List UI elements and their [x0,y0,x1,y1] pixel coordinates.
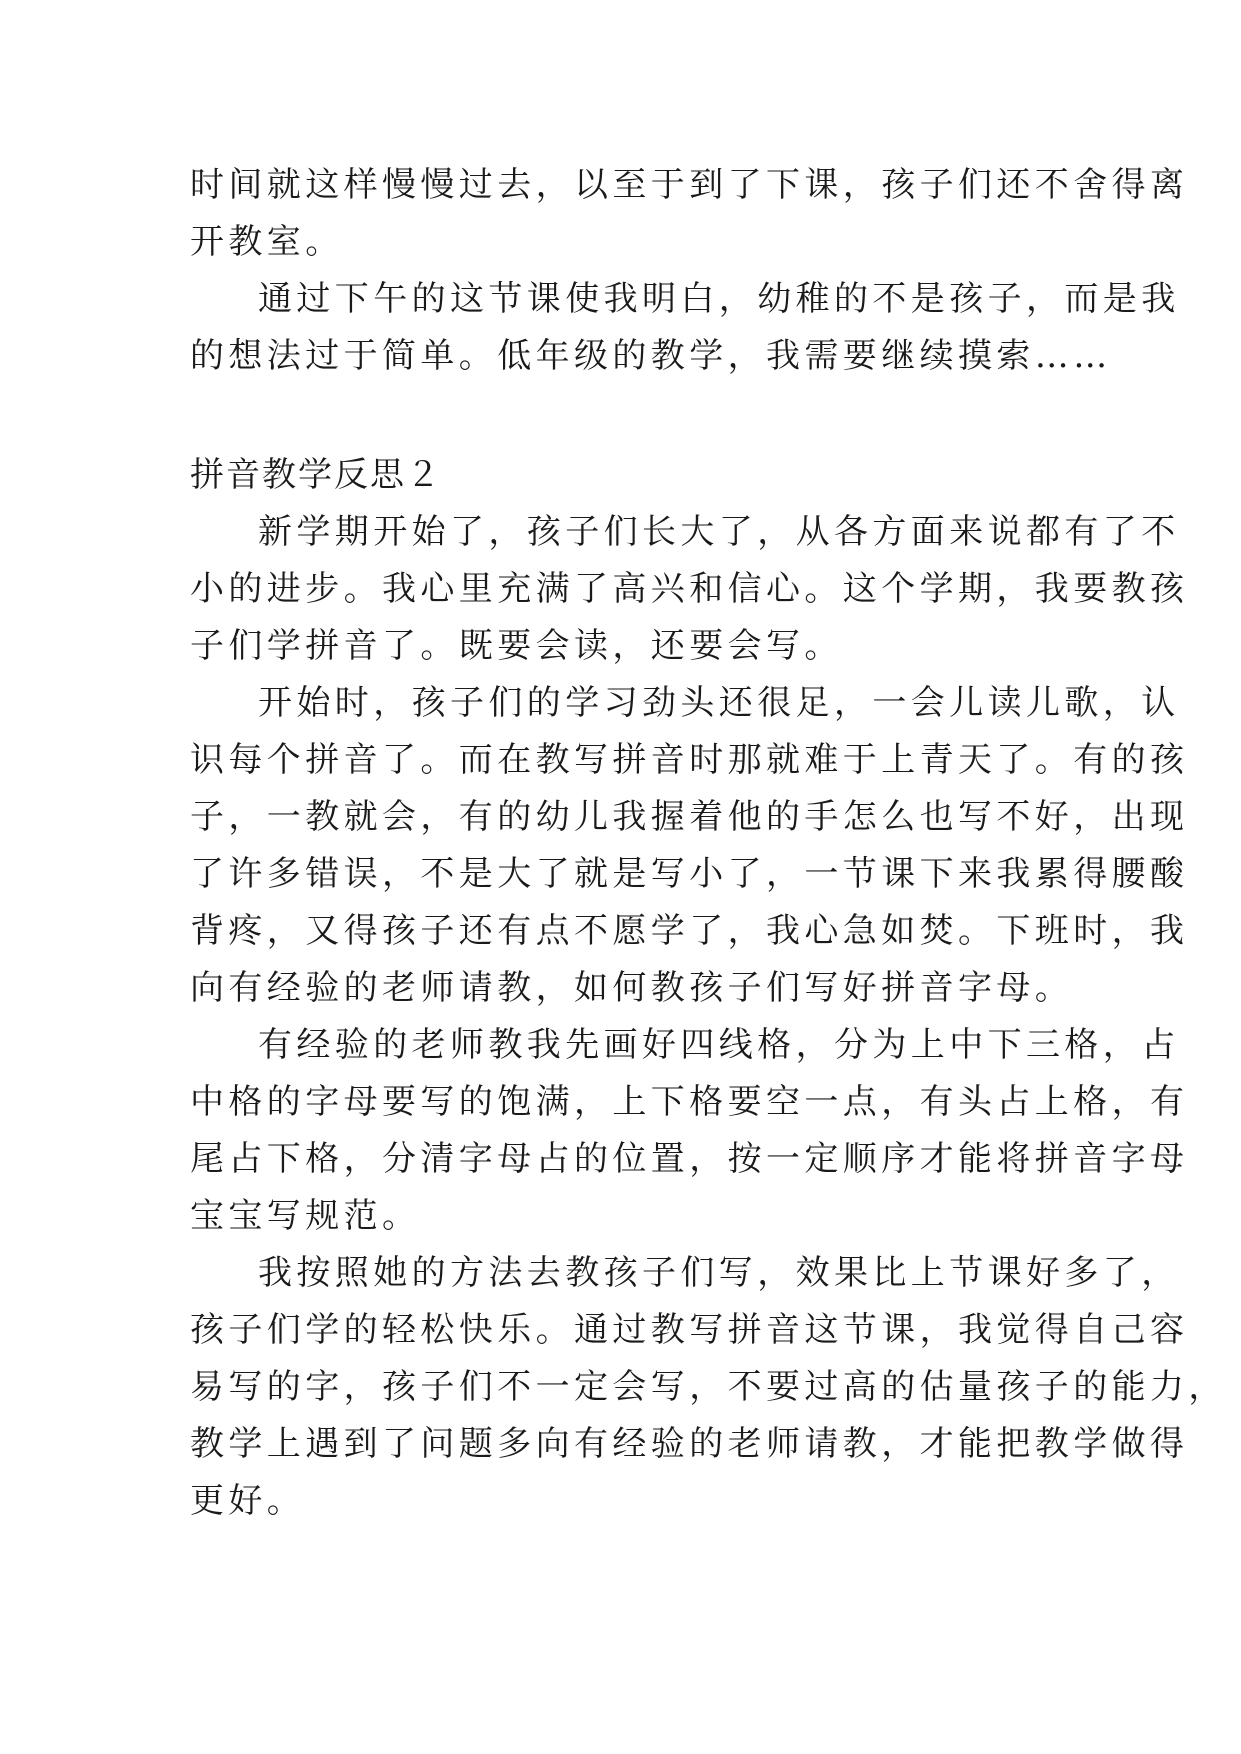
text-line: 尾占下格，分清字母占的位置，按一定顺序才能将拼音字母 [190,1139,1189,1179]
text-line: 更好。 [190,1481,306,1521]
text-line: 孩子们学的轻松快乐。通过教写拼音这节课，我觉得自己容 [190,1310,1189,1350]
text-line: 教学上遇到了问题多向有经验的老师请教，才能把教学做得 [190,1424,1189,1464]
text-line: 子们学拼音了。既要会读，还要会写。 [190,626,843,666]
text-line: 了许多错误，不是大了就是写小了，一节课下来我累得腰酸 [190,854,1189,894]
text-line: 新学期开始了，孩子们长大了，从各方面来说都有了不 [258,512,1180,552]
text-line: 开教室。 [190,222,344,262]
text-line: 小的进步。我心里充满了高兴和信心。这个学期，我要教孩 [190,569,1189,609]
text-line: 易写的字，孩子们不一定会写，不要过高的估量孩子的能力， [190,1367,1227,1407]
text-line: 通过下午的这节课使我明白，幼稚的不是孩子，而是我 [258,279,1180,319]
text-line: 向有经验的老师请教，如何教孩子们写好拼音字母。 [190,968,1074,1008]
text-line: 有经验的老师教我先画好四线格，分为上中下三格，占 [258,1025,1180,1065]
text-line: 我按照她的方法去教孩子们写，效果比上节课好多了， [258,1253,1180,1293]
text-line: 的想法过于简单。低年级的教学，我需要继续摸索…… [190,336,1112,376]
text-line: 背疼，又得孩子还有点不愿学了，我心急如焚。下班时，我 [190,911,1189,951]
section-heading: 拼音教学反思２ [190,455,442,495]
text-line: 时间就这样慢慢过去，以至于到了下课，孩子们还不舍得离 [190,165,1189,205]
text-line: 中格的字母要写的饱满，上下格要空一点，有头占上格，有 [190,1082,1189,1122]
text-line: 识每个拼音了。而在教写拼音时那就难于上青天了。有的孩 [190,740,1189,780]
text-line: 开始时，孩子们的学习劲头还很足，一会儿读儿歌，认 [258,683,1180,723]
text-line: 宝宝写规范。 [190,1196,421,1236]
text-line: 子，一教就会，有的幼儿我握着他的手怎么也写不好，出现 [190,797,1189,837]
